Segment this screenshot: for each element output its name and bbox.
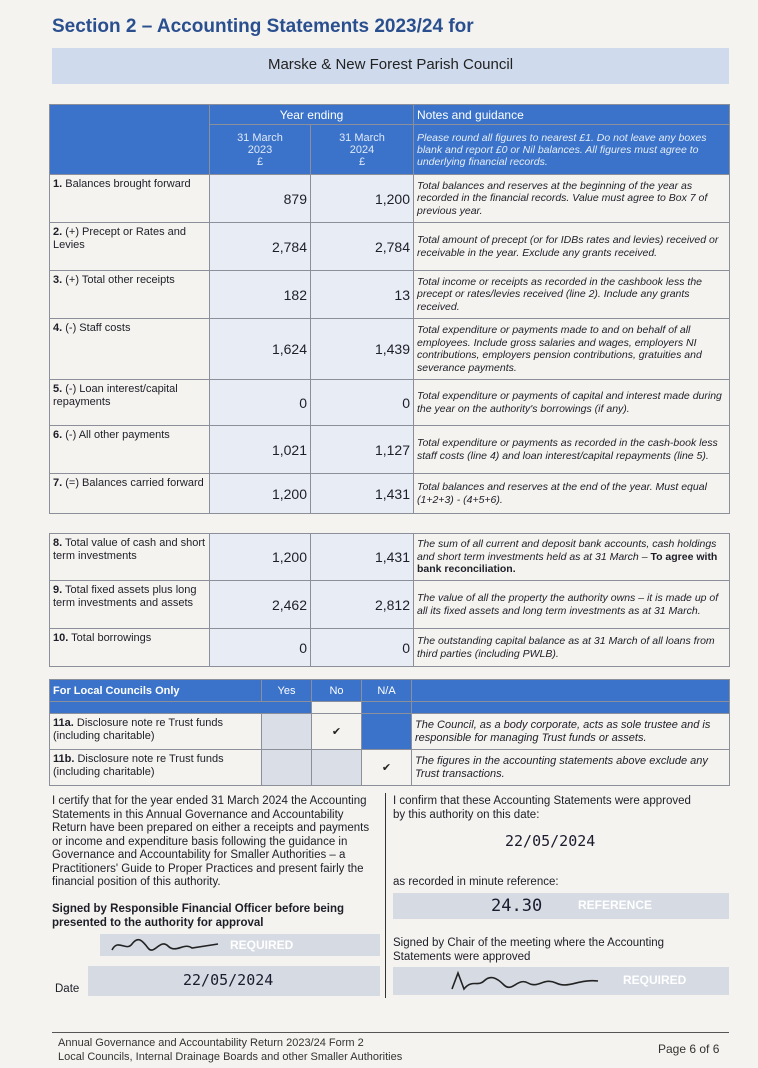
page-number: Page 6 of 6 [658,1042,720,1056]
balance-sheet-table [49,533,730,667]
table-row: 6. (-) All other payments 1,021 1,127 Total expenditure or payments as recorded in the cash-book less staff costs (line 4) and loan interest/capital repayments (line 5). [50,426,730,474]
blank-header-cell [50,105,210,175]
footer-line-2: Local Councils, Internal Drainage Boards and other Smaller Authorities [58,1051,403,1063]
rfo-signed-label: Signed by Responsible Financial Officer before being presented to the authority for approval [52,903,345,929]
na-checkbox[interactable] [362,714,412,750]
table-row: 10. Total borrowings 0 0 The outstanding capital balance as at 31 March of all loans from third parties (including PWLB). [50,629,730,667]
no-header: No [312,680,362,702]
rfo-certification-text: I certify that for the year ended 31 March 2024 the Accounting Statements in this Annual Governance and Accountability Return have been prepared on either a receipts and payments or income and expenditure basis following the guidance in Governance and Accountability for Smaller Authorities – a Practitioners' Guide to Proper Practices and present fairly the financial position of this authority. [52,795,370,888]
chair-signed-label: Signed by Chair of the meeting where the Accounting Statements were approved [393,937,665,963]
table-row: 2. (+) Precept or Rates and Levies 2,784 2,784 Total amount of precept (or for IDBs rates and levies) received or receivable in the year. Exclude any grants received. [50,223,730,271]
notes-header: Notes and guidance [414,105,730,125]
footer-line-1: Annual Governance and Accountability Return 2023/24 Form 2 [58,1037,364,1049]
table-row: 8. Total value of cash and short term investments 1,200 1,431 The sum of all current and deposit bank accounts, cash holdings and short term investments held as at 31 March – To agree with bank reconciliation. [50,534,730,581]
year-ending-header: Year ending [210,105,414,125]
chair-signature [448,969,628,993]
table-row: 9. Total fixed assets plus long term investments and assets 2,462 2,812 The value of all the property the authority owns – it is made up of all its fixed assets and long term investments as at 31 March. [50,581,730,629]
rfo-signature-box[interactable]: REQUIRED [100,934,380,956]
minute-ref-field[interactable]: REFERENCE 24.30 [393,893,729,919]
col-2023-header: 31 March 2023 £ [210,125,311,175]
table-row: 5. (-) Loan interest/capital repayments 0 0 Total expenditure or payments of capital and interest made during the year on the authority's borrowings (if any). [50,380,730,426]
col-2024-header: 31 March 2024 £ [311,125,414,175]
approval-date: 22/05/2024 [505,832,596,850]
table-row: 11b. Disclosure note re Trust funds (including charitable) ✔ The figures in the accounting statements above exclude any Trust transactions. [50,750,730,786]
approval-text: I confirm that these Accounting Statements were approved by this authority on this date: [393,795,691,821]
local-councils-table [49,679,730,786]
yes-checkbox[interactable] [262,714,312,750]
table-row: 4. (-) Staff costs 1,624 1,439 Total expenditure or payments made to and on behalf of all employees. Include gross salaries and wages, employers NI contributions, employers pension contributions, gratuities and severance payments. [50,319,730,380]
table-row: 11a. Disclosure note re Trust funds (including charitable) ✔ The Council, as a body corporate, acts as sole trustee and is responsible for managing Trust funds or assets. [50,714,730,750]
no-checkbox[interactable]: ✔ [312,714,362,750]
table-row: 7. (=) Balances carried forward 1,200 1,431 Total balances and reserves at the end of the year. Must equal (1+2+3) - (4+5+6). [50,474,730,514]
council-name: Marske & New Forest Parish Council [267,56,514,73]
accounting-statements-table [49,104,730,514]
yes-checkbox[interactable] [262,750,312,786]
na-checkbox[interactable]: ✔ [362,750,412,786]
footer-rule [52,1032,729,1033]
cert-divider [385,793,386,998]
rfo-date-field[interactable]: 22/05/2024 [88,966,380,996]
minute-ref-label: as recorded in minute reference: [393,876,559,888]
date-label: Date [55,983,80,995]
council-name-bar [52,48,729,84]
notes-subheader: Please round all figures to nearest £1. Do not leave any boxes blank and report £0 or Nil balances. All figures must agree to underlying financial records. [414,125,730,175]
yes-header: Yes [262,680,312,702]
rfo-signature [108,934,228,956]
table-row: 3. (+) Total other receipts 182 13 Total income or receipts as recorded in the cashbook less the precept or rates/levies received (line 2). Include any grants received. [50,271,730,319]
page-title: Section 2 – Accounting Statements 2023/24 for [52,16,474,37]
table-row: 1. Balances brought forward 879 1,200 Total balances and reserves at the beginning of the year as recorded in the financial records. Value must agree to Box 7 of previous year. [50,175,730,223]
local-councils-header: For Local Councils Only [50,680,262,702]
no-checkbox[interactable] [312,750,362,786]
na-header: N/A [362,680,412,702]
chair-signature-box[interactable]: REQUIRED [393,967,729,995]
